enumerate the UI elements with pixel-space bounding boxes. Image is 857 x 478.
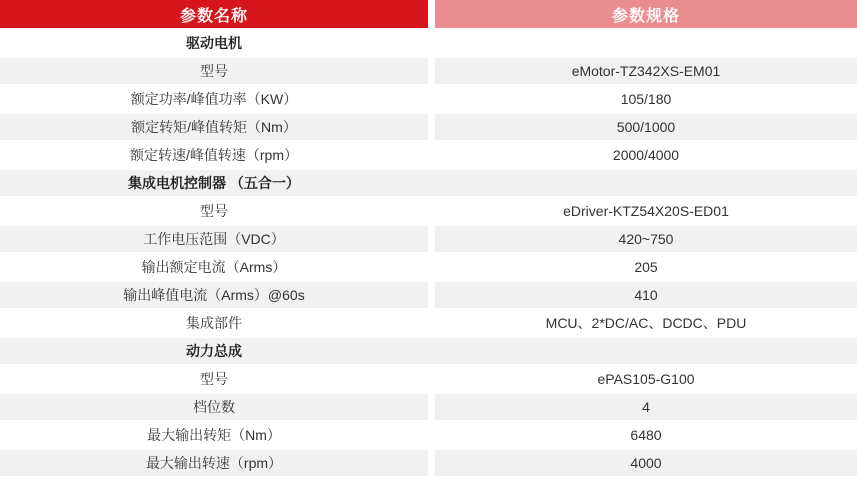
param-name-cell: 工作电压范围（VDC） — [0, 226, 428, 252]
param-row — [0, 58, 857, 84]
param-value-cell: 4 — [435, 394, 857, 420]
column-gap — [428, 450, 435, 476]
param-value-cell: eDriver-KTZ54X20S-ED01 — [435, 198, 857, 224]
param-row — [0, 422, 857, 448]
param-name-cell: 型号 — [0, 58, 428, 84]
param-name-cell: 档位数 — [0, 394, 428, 420]
column-gap — [428, 114, 435, 140]
param-row — [0, 142, 857, 168]
param-name-cell: 输出额定电流（Arms） — [0, 254, 428, 280]
param-name-cell: 型号 — [0, 198, 428, 224]
param-row — [0, 282, 857, 308]
param-row — [0, 198, 857, 224]
section-row — [0, 30, 857, 56]
param-value-cell: MCU、2*DC/AC、DCDC、PDU — [435, 310, 857, 336]
param-row — [0, 450, 857, 476]
param-name-cell: 额定功率/峰值功率（KW） — [0, 86, 428, 112]
header-column-gap — [428, 0, 435, 28]
column-gap — [428, 366, 435, 392]
section-row — [0, 170, 857, 196]
param-row — [0, 366, 857, 392]
column-gap — [428, 394, 435, 420]
table-body — [0, 30, 857, 476]
column-gap — [428, 254, 435, 280]
param-value-cell: 2000/4000 — [435, 142, 857, 168]
header-param-spec: 参数规格 — [435, 0, 857, 28]
param-name-cell: 最大输出转矩（Nm） — [0, 422, 428, 448]
param-value-cell: 6480 — [435, 422, 857, 448]
column-gap — [428, 198, 435, 224]
param-row — [0, 310, 857, 336]
param-row — [0, 254, 857, 280]
header-param-name: 参数名称 — [0, 0, 428, 28]
section-label: 集成电机控制器 （五合一） — [128, 175, 300, 191]
param-value-cell: 205 — [435, 254, 857, 280]
param-name-cell: 额定转矩/峰值转矩（Nm） — [0, 114, 428, 140]
param-value-cell: 420~750 — [435, 226, 857, 252]
column-gap — [428, 142, 435, 168]
column-gap — [428, 310, 435, 336]
param-name-cell: 最大输出转速（rpm） — [0, 450, 428, 476]
param-name-cell: 额定转速/峰值转速（rpm） — [0, 142, 428, 168]
section-label: 驱动电机 — [186, 35, 242, 51]
column-gap — [428, 422, 435, 448]
param-row — [0, 86, 857, 112]
column-gap — [428, 226, 435, 252]
param-value-cell: 500/1000 — [435, 114, 857, 140]
param-value-cell: 105/180 — [435, 86, 857, 112]
section-row — [0, 338, 857, 364]
column-gap — [428, 58, 435, 84]
param-name-cell: 集成部件 — [0, 310, 428, 336]
param-value-cell: ePAS105-G100 — [435, 366, 857, 392]
section-label: 动力总成 — [186, 343, 242, 359]
param-name-cell: 型号 — [0, 366, 428, 392]
param-row — [0, 394, 857, 420]
param-row — [0, 226, 857, 252]
param-value-cell: eMotor-TZ342XS-EM01 — [435, 58, 857, 84]
param-value-cell: 4000 — [435, 450, 857, 476]
column-gap — [428, 282, 435, 308]
param-value-cell: 410 — [435, 282, 857, 308]
column-gap — [428, 86, 435, 112]
param-row — [0, 114, 857, 140]
param-name-cell: 输出峰值电流（Arms）@60s — [0, 282, 428, 308]
table-header-row — [0, 0, 857, 28]
